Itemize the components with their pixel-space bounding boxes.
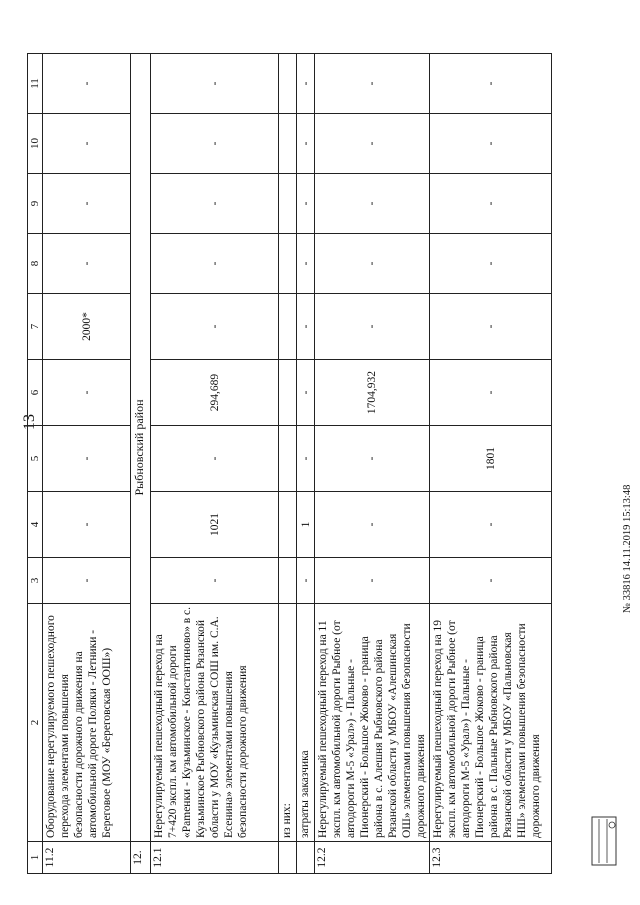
cell-value: - [315, 294, 430, 360]
cell-value [279, 360, 297, 426]
cell-value: 1 [297, 492, 315, 558]
row-number: 12. [131, 842, 151, 874]
cell-value: - [43, 174, 131, 234]
cell-value: - [297, 558, 315, 604]
table-body [43, 54, 552, 874]
column-header: 6 [28, 360, 43, 426]
row-number: 12.1 [151, 842, 279, 874]
cell-value: - [297, 426, 315, 492]
cell-value: 1021 [151, 492, 279, 558]
page-number: 13 [21, 414, 38, 430]
cell-value: 2000* [43, 294, 131, 360]
cell-value: - [297, 360, 315, 426]
rotated-table-container [27, 54, 585, 874]
cell-value: - [43, 114, 131, 174]
row-number: 11.2 [43, 842, 131, 874]
column-header: 8 [28, 234, 43, 294]
table-row [297, 54, 315, 874]
cell-value: - [430, 558, 552, 604]
cell-value: - [430, 114, 552, 174]
cell-value: - [151, 558, 279, 604]
row-description: из них: [279, 604, 297, 842]
row-number [297, 842, 315, 874]
cell-value: - [315, 558, 430, 604]
row-description: Нерегулируемый пешеходный переход на 7+420 экспл. км автомобильной дороги «Рameнки - Кузьминское - Константиново» в с. Кузьминское Рыбновского района Рязанской области у МОУ «Кузьминская СОШ им. С.А. Есенина» элементами повышения безопасности дорожного движения [151, 604, 279, 842]
table-row [43, 54, 131, 874]
table-row [279, 54, 297, 874]
table-row [151, 54, 279, 874]
row-description: Оборудование нерегулируемого пешеходного перехода элементами повышения безопасности дорожного движения на автомобильной дороге Поляки - Летники - Береговое (МОУ «Береговская ООШ») [43, 604, 131, 842]
row-description: Нерегулируемый пешеходный переход на 11 экспл. км автомобильной дороги Рыбное (от автодороги М-5 «Урал») - Пальные - Пионерский - Большое Жоково - граница района в с. Алешня Рыбновского района Рязанской области у МБОУ «Алешинская ОШ» элементами повышения безопасности дорожного движения [315, 604, 430, 842]
cell-value [279, 54, 297, 114]
row-description: Нерегулируемый пешеходный переход на 19 экспл. км автомобильной дороги Рыбное (от автодороги М-5 «Урал») - Пальные - Пионерский - Большое Жоково - граница района в с. Пальные Рыбновского района Рязанской области у МБОУ «Пальновская НШ» элементами повышения безопасности дорожного движения [430, 604, 552, 842]
column-header: 1 [28, 842, 43, 874]
table-row [131, 54, 151, 874]
cell-value: - [297, 54, 315, 114]
cell-value: - [315, 54, 430, 114]
row-description: затраты заказчика [297, 604, 315, 842]
cell-value [279, 234, 297, 294]
cell-value [279, 114, 297, 174]
column-header: 9 [28, 174, 43, 234]
cell-value: - [297, 174, 315, 234]
column-header: 7 [28, 294, 43, 360]
cell-value: - [151, 174, 279, 234]
row-number: 12.3 [430, 842, 552, 874]
cell-value: 1801 [430, 426, 552, 492]
cell-value: - [430, 360, 552, 426]
cell-value: - [315, 492, 430, 558]
cell-value: - [297, 114, 315, 174]
cell-value [279, 426, 297, 492]
cell-value: - [151, 114, 279, 174]
table-row [315, 54, 430, 874]
cell-value [279, 294, 297, 360]
cell-value: - [297, 234, 315, 294]
column-header: 2 [28, 604, 43, 842]
cell-value: - [430, 492, 552, 558]
cell-value [279, 492, 297, 558]
column-header: 11 [28, 54, 43, 114]
cell-value: - [43, 558, 131, 604]
cell-value: - [43, 54, 131, 114]
region-label: Рыбновский район [131, 54, 151, 842]
cell-value: 1704,932 [315, 360, 430, 426]
table-row [430, 54, 552, 874]
cell-value: - [430, 174, 552, 234]
stamp-icon [590, 815, 618, 867]
cell-value: - [315, 174, 430, 234]
cell-value: - [151, 426, 279, 492]
cell-value: - [297, 294, 315, 360]
cell-value: - [430, 234, 552, 294]
registration-text: № 33816 14.11.2019 15:13:48 [622, 484, 633, 613]
registry-stamp [590, 815, 618, 867]
cell-value: - [151, 234, 279, 294]
cell-value: - [430, 54, 552, 114]
cell-value: - [43, 426, 131, 492]
cell-value: 294,689 [151, 360, 279, 426]
cell-value: - [315, 426, 430, 492]
column-header: 4 [28, 492, 43, 558]
cell-value: - [430, 294, 552, 360]
table-header-row [28, 54, 43, 874]
row-number [279, 842, 297, 874]
cell-value: - [315, 114, 430, 174]
cell-value: - [151, 54, 279, 114]
column-header: 3 [28, 558, 43, 604]
cell-value: - [43, 492, 131, 558]
cell-value [279, 174, 297, 234]
row-number: 12.2 [315, 842, 430, 874]
cell-value: - [43, 360, 131, 426]
data-table [27, 53, 552, 874]
cell-value: - [315, 234, 430, 294]
cell-value: - [151, 294, 279, 360]
cell-value: - [43, 234, 131, 294]
column-header: 10 [28, 114, 43, 174]
cell-value [279, 558, 297, 604]
column-header: 5 [28, 426, 43, 492]
